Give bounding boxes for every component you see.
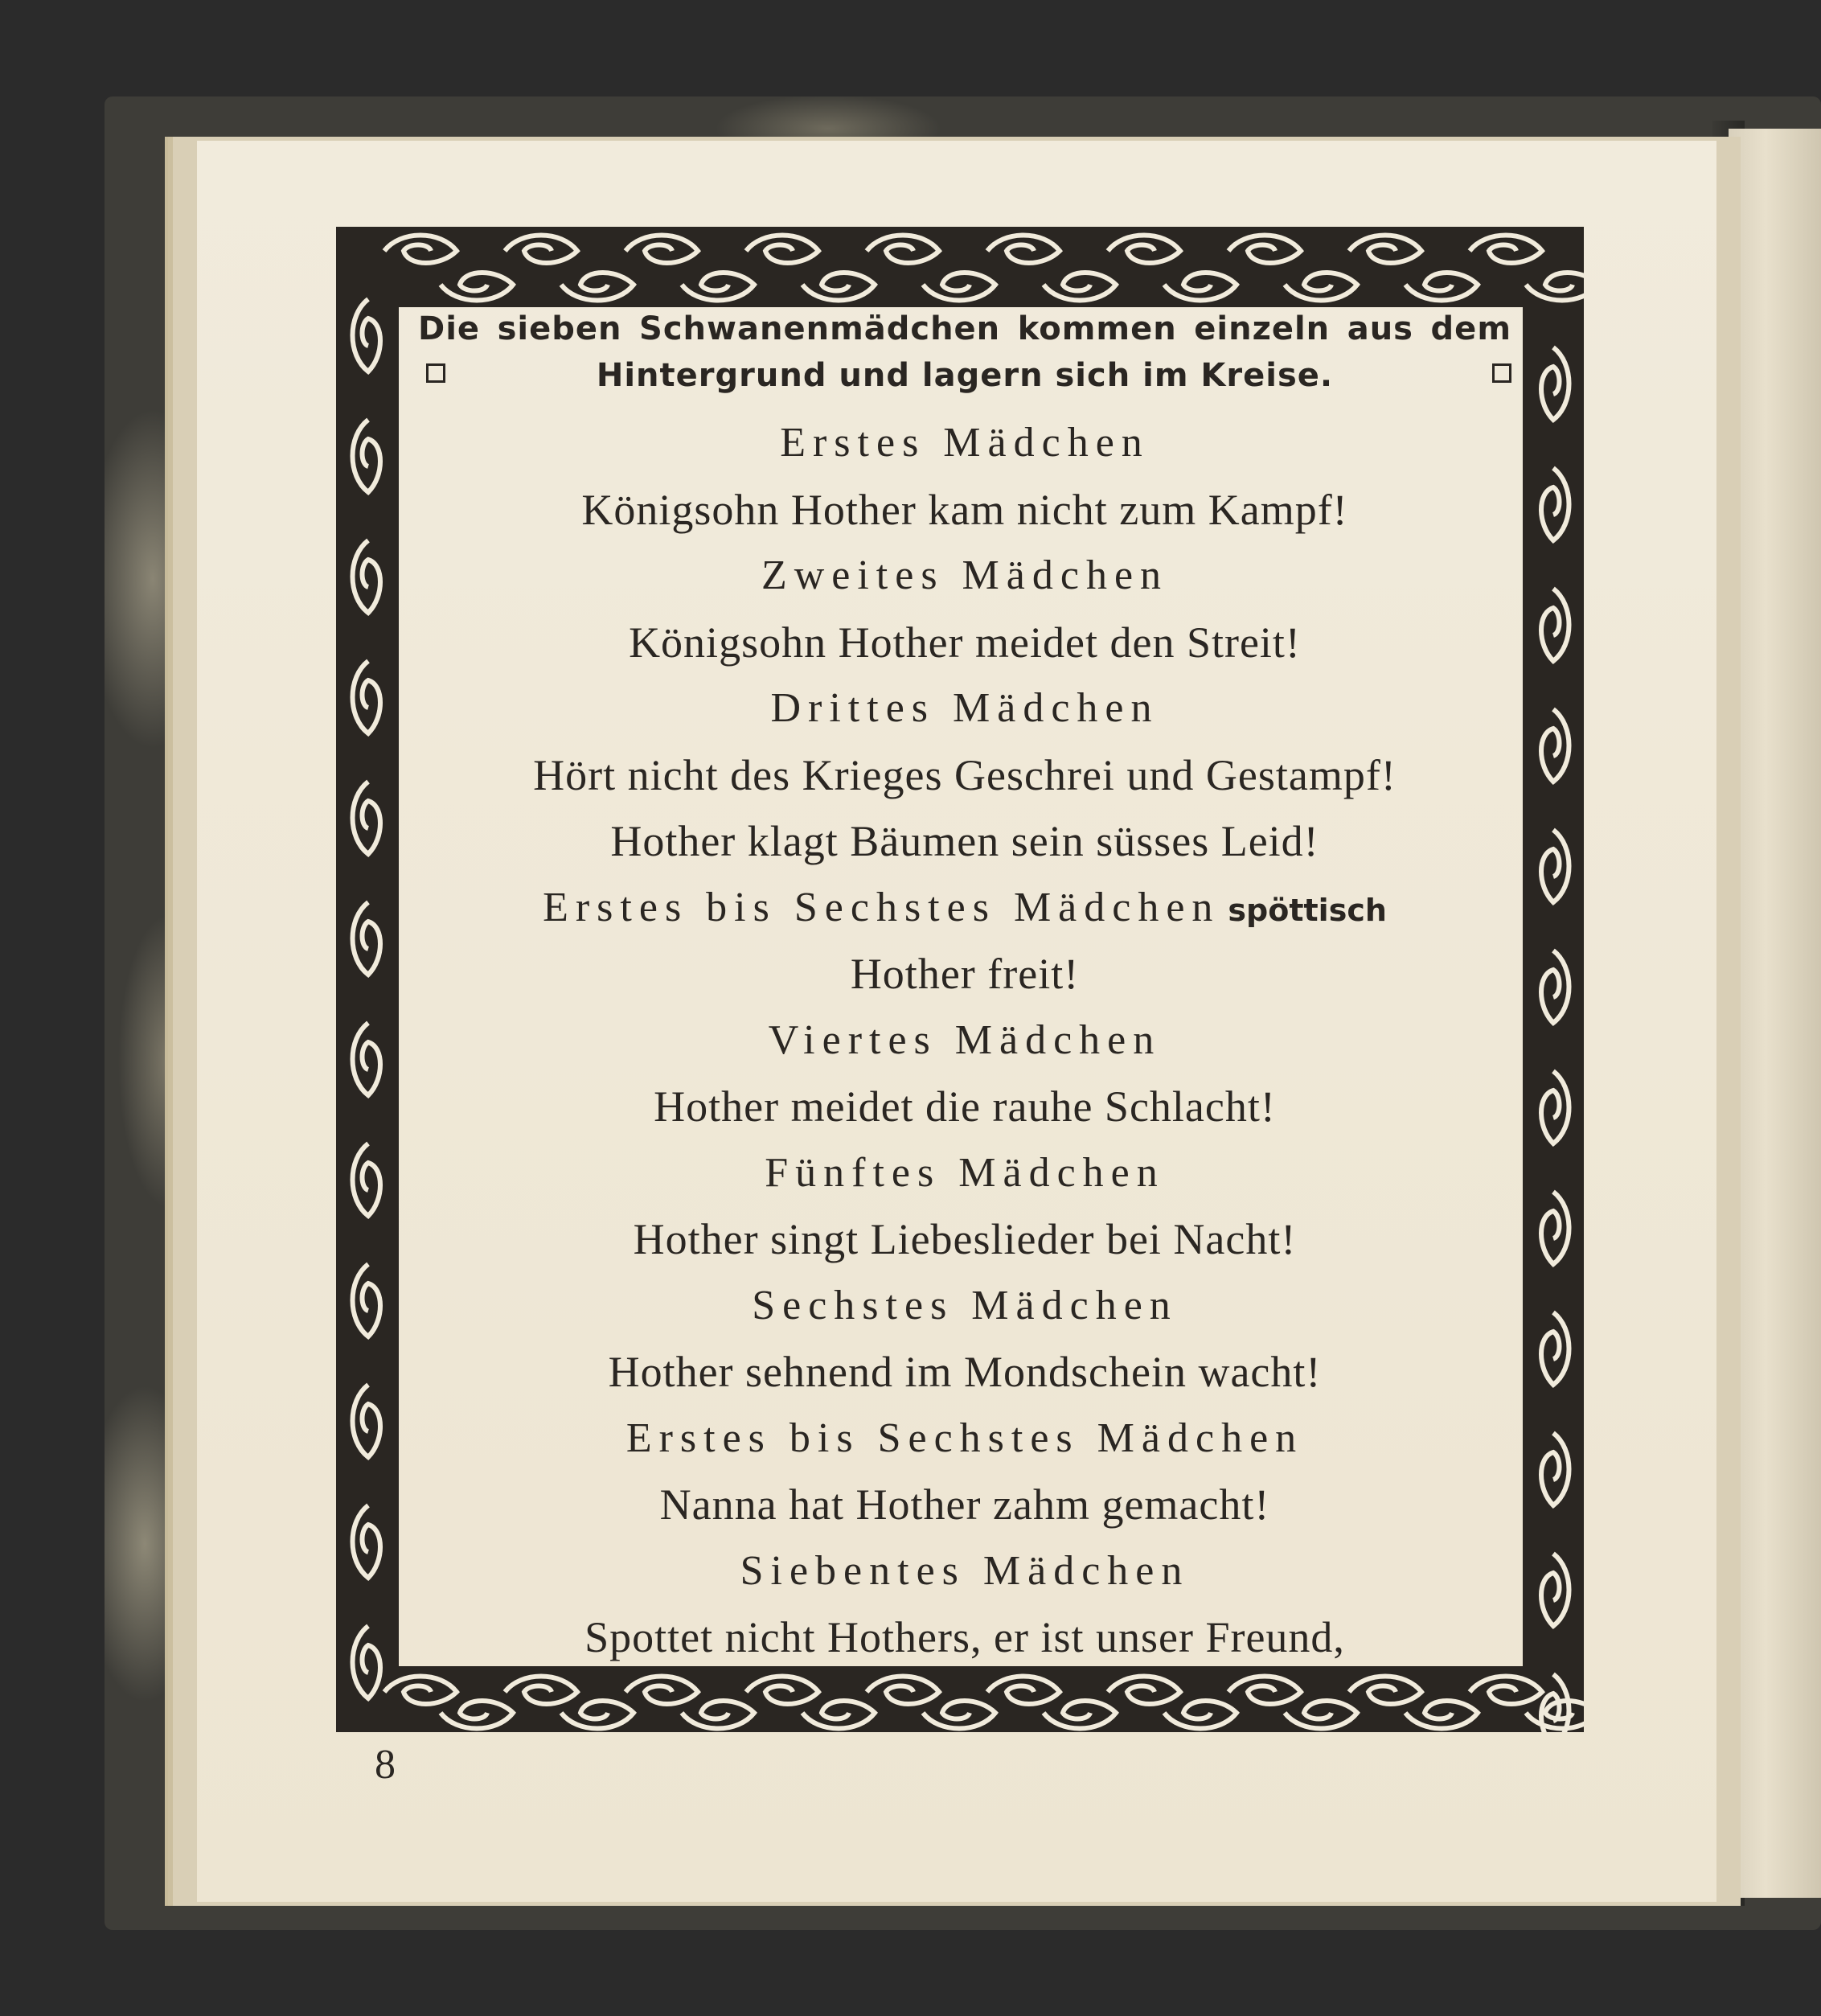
speaker-name: Drittes Mädchen	[770, 685, 1159, 731]
verse-text: Hother singt Liebeslieder bei Nacht!	[633, 1215, 1297, 1263]
speaker-name: Erstes bis Sechstes Mädchen	[543, 884, 1220, 930]
verse-text: Hother klagt Bäumen sein süsses Leid!	[610, 817, 1319, 865]
speaker-name: Siebentes Mädchen	[740, 1547, 1190, 1594]
square-ornament-icon	[426, 363, 445, 383]
verse-line	[418, 1074, 1511, 1140]
verse-text: Hother sehnend im Mondschein wacht!	[608, 1348, 1322, 1396]
verse-text: Spottet nicht Hothers, er ist unser Freund,	[584, 1613, 1345, 1661]
inline-stage-direction: spöttisch	[1228, 892, 1387, 928]
verse-line	[418, 1604, 1511, 1671]
speaker-name: Erstes Mädchen	[780, 420, 1150, 466]
page-number: 8	[375, 1742, 396, 1788]
speaker-heading	[418, 1406, 1511, 1472]
stage-direction-line-2: Hintergrund und lagern sich im Kreise.	[596, 357, 1334, 394]
stage-direction-line-2-wrap	[418, 352, 1511, 399]
speaker-heading	[418, 543, 1511, 610]
speaker-heading	[418, 1140, 1511, 1207]
verse-line	[418, 477, 1511, 544]
verse-text: Nanna hat Hother zahm gemacht!	[659, 1480, 1270, 1529]
verse-text: Königsohn Hother kam nicht zum Kampf!	[581, 485, 1348, 534]
verse-line	[418, 1206, 1511, 1273]
speaker-heading	[418, 1538, 1511, 1605]
verse-text: Hother freit!	[850, 950, 1080, 998]
speaker-name: Viertes Mädchen	[768, 1016, 1162, 1063]
verse-line	[418, 941, 1511, 1008]
speaker-heading	[418, 1273, 1511, 1340]
script-text	[418, 306, 1511, 1661]
speaker-heading	[418, 1008, 1511, 1074]
stage-direction-line-1: Die sieben Schwanenmädchen kommen einzeln aus dem	[418, 310, 1511, 347]
verse-line	[418, 808, 1511, 875]
facing-page-edge	[1729, 129, 1821, 1898]
speaker-heading	[418, 410, 1511, 477]
speaker-heading	[418, 875, 1511, 942]
verse-line	[418, 1339, 1511, 1406]
speaker-name: Zweites Mädchen	[761, 552, 1169, 598]
speaker-name: Erstes bis Sechstes Mädchen	[625, 1414, 1304, 1461]
speaker-name: Fünftes Mädchen	[765, 1149, 1165, 1196]
dialogue-lines	[418, 410, 1511, 1671]
verse-text: Königsohn Hother meidet den Streit!	[629, 618, 1301, 667]
verse-line	[418, 742, 1511, 809]
verse-text: Hother meidet die rauhe Schlacht!	[654, 1082, 1276, 1131]
verse-line	[418, 610, 1511, 676]
verse-line	[418, 1472, 1511, 1538]
speaker-name: Sechstes Mädchen	[752, 1282, 1178, 1328]
square-ornament-icon	[1492, 363, 1511, 383]
verse-text: Hört nicht des Krieges Geschrei und Gestampf!	[533, 750, 1397, 799]
stage-direction	[418, 306, 1511, 399]
speaker-heading	[418, 675, 1511, 742]
